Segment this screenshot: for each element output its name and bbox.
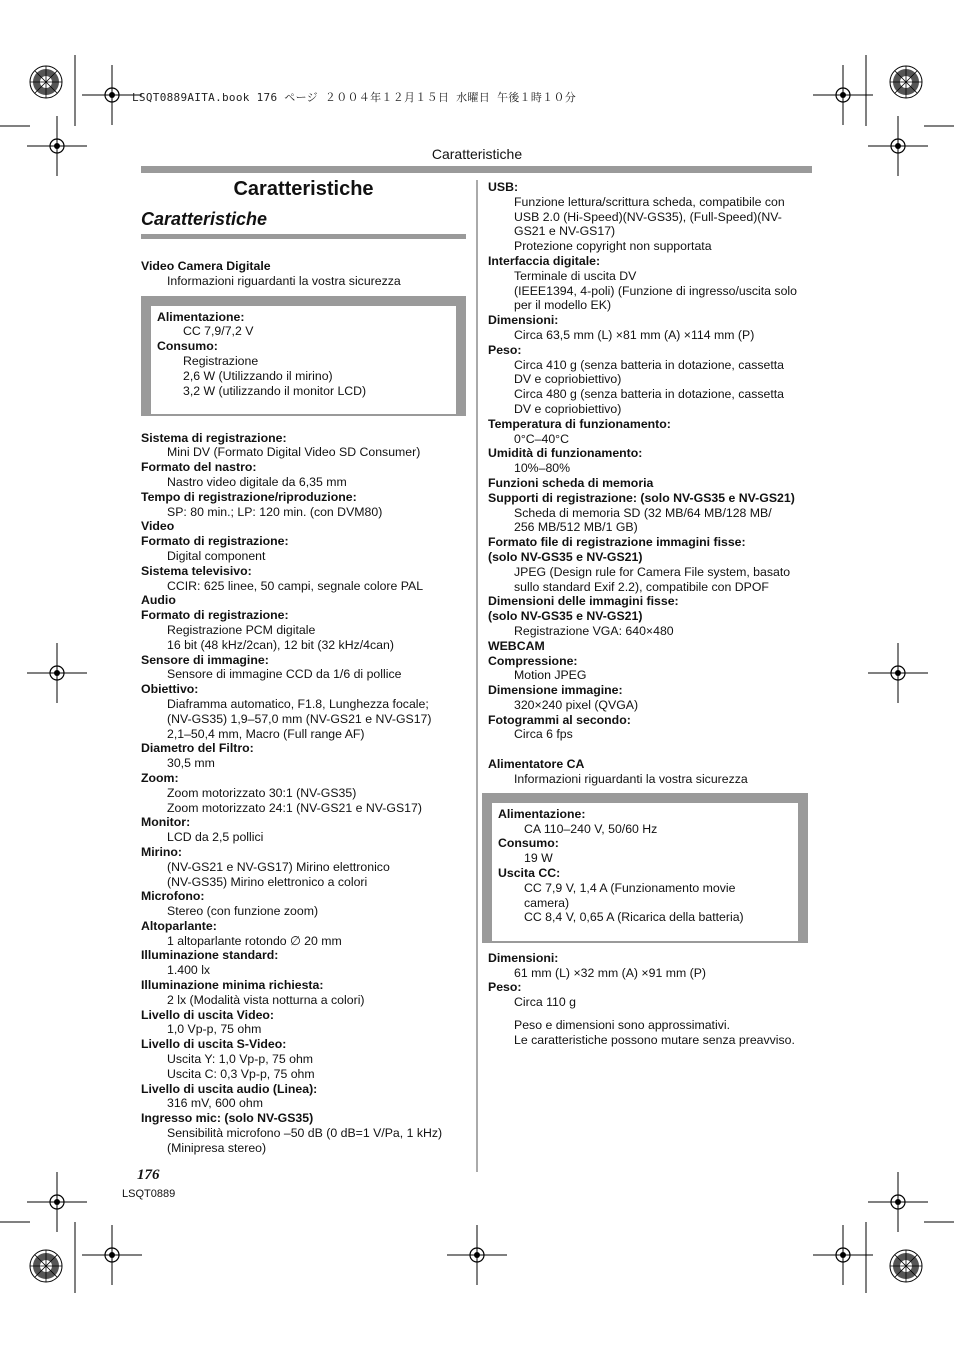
spec-heading: Compressione: — [488, 653, 578, 668]
spec-heading: Zoom: — [141, 770, 179, 785]
spec-heading: Formato file di registrazione immagini fisse: — [488, 535, 746, 550]
document-code: LSQT0889 — [122, 1188, 176, 1200]
spec-heading: Umidità di funzionamento: — [488, 446, 643, 461]
box-value: camera) — [524, 895, 570, 910]
box-value: 2,6 W (Utilizzando il mirino) — [183, 368, 333, 383]
spec-heading: Livello di uscita audio (Linea): — [141, 1081, 318, 1096]
spec-heading: Dimensioni: — [488, 950, 559, 965]
spec-value: Terminale di uscita DV — [514, 268, 637, 283]
spec-heading: Illuminazione standard: — [141, 948, 279, 963]
spec-value: Circa 6 fps — [514, 727, 573, 742]
spec-value: (NV-GS21 e NV-GS17) Mirino elettronico — [167, 859, 390, 874]
spec-value: Stereo (con funzione zoom) — [167, 904, 319, 919]
box-label: Alimentazione: — [157, 309, 245, 324]
spec-value: LCD da 2,5 pollici — [167, 830, 264, 845]
spec-value: (IEEE1394, 4-poli) (Funzione di ingresso/uscita solo — [514, 283, 797, 298]
left-column — [141, 259, 471, 1156]
spec-heading: Sistema televisivo: — [141, 563, 252, 578]
spec-value: 61 mm (L) ×32 mm (A) ×91 mm (P) — [514, 965, 707, 980]
spec-value: 16 bit (48 kHz/2can), 12 bit (32 kHz/4can) — [167, 637, 394, 652]
spec-heading: Dimensioni: — [488, 313, 559, 328]
spec-heading: Temperatura di funzionamento: — [488, 416, 671, 431]
page-number: 176 — [137, 1167, 160, 1183]
spec-value: USB 2.0 (Hi-Speed)(NV-GS35), (Full-Speed)(NV- — [514, 209, 782, 224]
spec-heading: Tempo di registrazione/riproduzione: — [141, 489, 357, 504]
spec-value: sullo standard Exif 2.2), compatibile con DPOF — [514, 579, 769, 594]
spec-value: Circa 480 g (senza batteria in dotazione, cassetta — [514, 387, 785, 402]
spec-heading: Peso: — [488, 980, 522, 995]
spec-value: GS21 e NV-GS17) — [514, 224, 616, 239]
spec-value: 1.400 lx — [167, 963, 211, 978]
spec-heading: Audio — [141, 593, 176, 608]
spec-value: 320×240 pixel (QVGA) — [514, 697, 639, 712]
spec-value: 0°C–40°C — [514, 431, 569, 446]
box-value: 19 W — [524, 851, 553, 866]
box-value: CC 7,9 V, 1,4 A (Funzionamento movie — [524, 880, 736, 895]
spec-value: Protezione copyright non supportata — [514, 239, 712, 254]
adapter-text: Informazioni riguardanti la vostra sicurezza — [514, 772, 748, 787]
spec-heading: Microfono: — [141, 889, 205, 904]
subtitle-rule — [141, 234, 466, 239]
spec-heading: Mirino: — [141, 844, 182, 859]
running-header: Caratteristiche — [431, 146, 523, 162]
spec-heading: Diametro del Filtro: — [141, 741, 254, 756]
spec-value: 1,0 Vp-p, 75 ohm — [167, 1022, 262, 1037]
print-header: LSQT0889AITA.book 176 ページ ２００４年１２月１５日 水曜日 午後１時１０分 — [132, 91, 577, 104]
spec-heading: (solo NV-GS35 e NV-GS21) — [488, 549, 643, 564]
spec-heading: USB: — [488, 180, 519, 194]
spec-value: 2,1–50,4 mm, Macro (Full range AF) — [167, 726, 365, 741]
right-spec-list-2 — [488, 951, 818, 1010]
spec-value: 10%–80% — [514, 461, 571, 476]
spec-value: 316 mV, 600 ohm — [167, 1096, 263, 1111]
spec-value: Mini DV (Formato Digital Video SD Consumer) — [167, 445, 421, 460]
spec-heading: Formato di registrazione: — [141, 608, 289, 623]
spec-value: DV e copriobiettivo) — [514, 401, 622, 416]
spec-value: 256 MB/512 MB/1 GB) — [514, 520, 638, 535]
spec-heading: Obiettivo: — [141, 682, 199, 697]
spec-heading: Fotogrammi al secondo: — [488, 712, 631, 727]
spec-heading: WEBCAM — [488, 638, 545, 653]
spec-value: JPEG (Design rule for Camera File system, basato — [514, 564, 791, 579]
spec-heading: Dimensioni delle immagini fisse: — [488, 594, 679, 609]
camera-power-box — [141, 296, 466, 416]
note: Peso e dimensioni sono approssimativi. — [514, 1018, 730, 1033]
note: Le caratteristiche possono mutare senza preavviso. — [514, 1032, 795, 1047]
box-value: CA 110–240 V, 50/60 Hz — [524, 821, 658, 836]
spec-value: Zoom motorizzato 30:1 (NV-GS35) — [167, 785, 357, 800]
spec-value: CCIR: 625 linee, 50 campi, segnale colore PAL — [167, 578, 424, 593]
box-value: 3,2 W (utilizzando il monitor LCD) — [183, 383, 367, 398]
spec-value: Circa 410 g (senza batteria in dotazione, cassetta — [514, 357, 785, 372]
intro-text: Informazioni riguardanti la vostra sicurezza — [167, 273, 401, 288]
spec-value: Registrazione VGA: 640×480 — [514, 623, 674, 638]
spec-value: Sensore di immagine CCD da 1/6 di pollice — [167, 667, 402, 682]
spec-heading: Funzioni scheda di memoria — [488, 475, 654, 490]
page-title: Caratteristiche — [233, 178, 374, 200]
box-value: CC 7,9/7,2 V — [183, 324, 254, 339]
box-label: Uscita CC: — [498, 866, 561, 881]
spec-value: DV e copriobiettivo) — [514, 372, 622, 387]
spec-heading: Peso: — [488, 342, 522, 357]
section-subtitle: Caratteristiche — [141, 209, 268, 229]
spec-value: 1 altoparlante rotondo ∅ 20 mm — [167, 933, 342, 948]
box-label: Consumo: — [498, 836, 559, 851]
box-label: Alimentazione: — [498, 806, 586, 821]
intro-heading: Video Camera Digitale — [141, 259, 271, 273]
spec-value: Funzione lettura/scrittura scheda, compatibile con — [514, 194, 785, 209]
spec-value: Nastro video digitale da 6,35 mm — [167, 474, 347, 489]
spec-value: Registrazione PCM digitale — [167, 622, 316, 637]
spec-heading: (solo NV-GS35 e NV-GS21) — [488, 609, 643, 624]
adapter-power-box — [482, 793, 808, 943]
spec-heading: Dimensione immagine: — [488, 683, 623, 698]
top-rule — [141, 166, 812, 173]
box-label: Consumo: — [157, 339, 218, 354]
box-value: CC 8,4 V, 0,65 A (Ricarica della batteria) — [524, 910, 744, 925]
spec-value: 2 lx (Modalità vista notturna a colori) — [167, 992, 365, 1007]
right-spec-list — [488, 180, 818, 742]
spec-heading: Supporti di registrazione: (solo NV-GS35 e NV-GS21) — [488, 490, 795, 505]
box-value: Registrazione — [183, 353, 259, 368]
spec-value: Sensibilità microfono –50 dB (0 dB=1 V/Pa, 1 kHz) — [167, 1126, 443, 1141]
left-spec-list — [141, 431, 471, 1156]
spec-value: Zoom motorizzato 24:1 (NV-GS21 e NV-GS17) — [167, 800, 422, 815]
spec-heading: Livello di uscita Video: — [141, 1007, 275, 1022]
spec-value: per il modello EK) — [514, 298, 612, 313]
right-column — [488, 180, 818, 1048]
spec-value: Circa 110 g — [514, 995, 576, 1010]
spec-value: Uscita Y: 1,0 Vp-p, 75 ohm — [167, 1052, 314, 1067]
spec-value: Digital component — [167, 548, 266, 563]
spec-value: (NV-GS35) 1,9–57,0 mm (NV-GS21 e NV-GS17) — [167, 711, 432, 726]
spec-value: Diaframma automatico, F1.8, Lunghezza focale; — [167, 696, 429, 711]
spec-heading: Monitor: — [141, 815, 191, 830]
spec-value: Scheda di memoria SD (32 MB/64 MB/128 MB/ — [514, 505, 772, 520]
adapter-heading: Alimentatore CA — [488, 757, 585, 772]
spec-heading: Video — [141, 519, 175, 534]
spec-heading: Sensore di immagine: — [141, 652, 269, 667]
spec-heading: Formato di registrazione: — [141, 534, 289, 549]
spec-heading: Ingresso mic: (solo NV-GS35) — [141, 1111, 314, 1126]
spec-heading: Interfaccia digitale: — [488, 253, 601, 268]
spec-value: (Minipresa stereo) — [167, 1140, 267, 1155]
column-divider — [476, 180, 478, 1172]
spec-heading: Formato del nastro: — [141, 460, 257, 475]
spec-heading: Sistema di registrazione: — [141, 430, 287, 445]
spec-heading: Altoparlante: — [141, 918, 217, 933]
spec-value: Circa 63,5 mm (L) ×81 mm (A) ×114 mm (P) — [514, 327, 755, 342]
spec-heading: Illuminazione minima richiesta: — [141, 978, 324, 993]
spec-value: Motion JPEG — [514, 668, 587, 683]
spec-value: (NV-GS35) Mirino elettronico a colori — [167, 874, 368, 889]
spec-value: Uscita C: 0,3 Vp-p, 75 ohm — [167, 1066, 315, 1081]
spec-heading: Livello di uscita S-Video: — [141, 1037, 287, 1052]
spec-value: 30,5 mm — [167, 756, 215, 771]
spec-value: SP: 80 min.; LP: 120 min. (con DVM80) — [167, 504, 383, 519]
